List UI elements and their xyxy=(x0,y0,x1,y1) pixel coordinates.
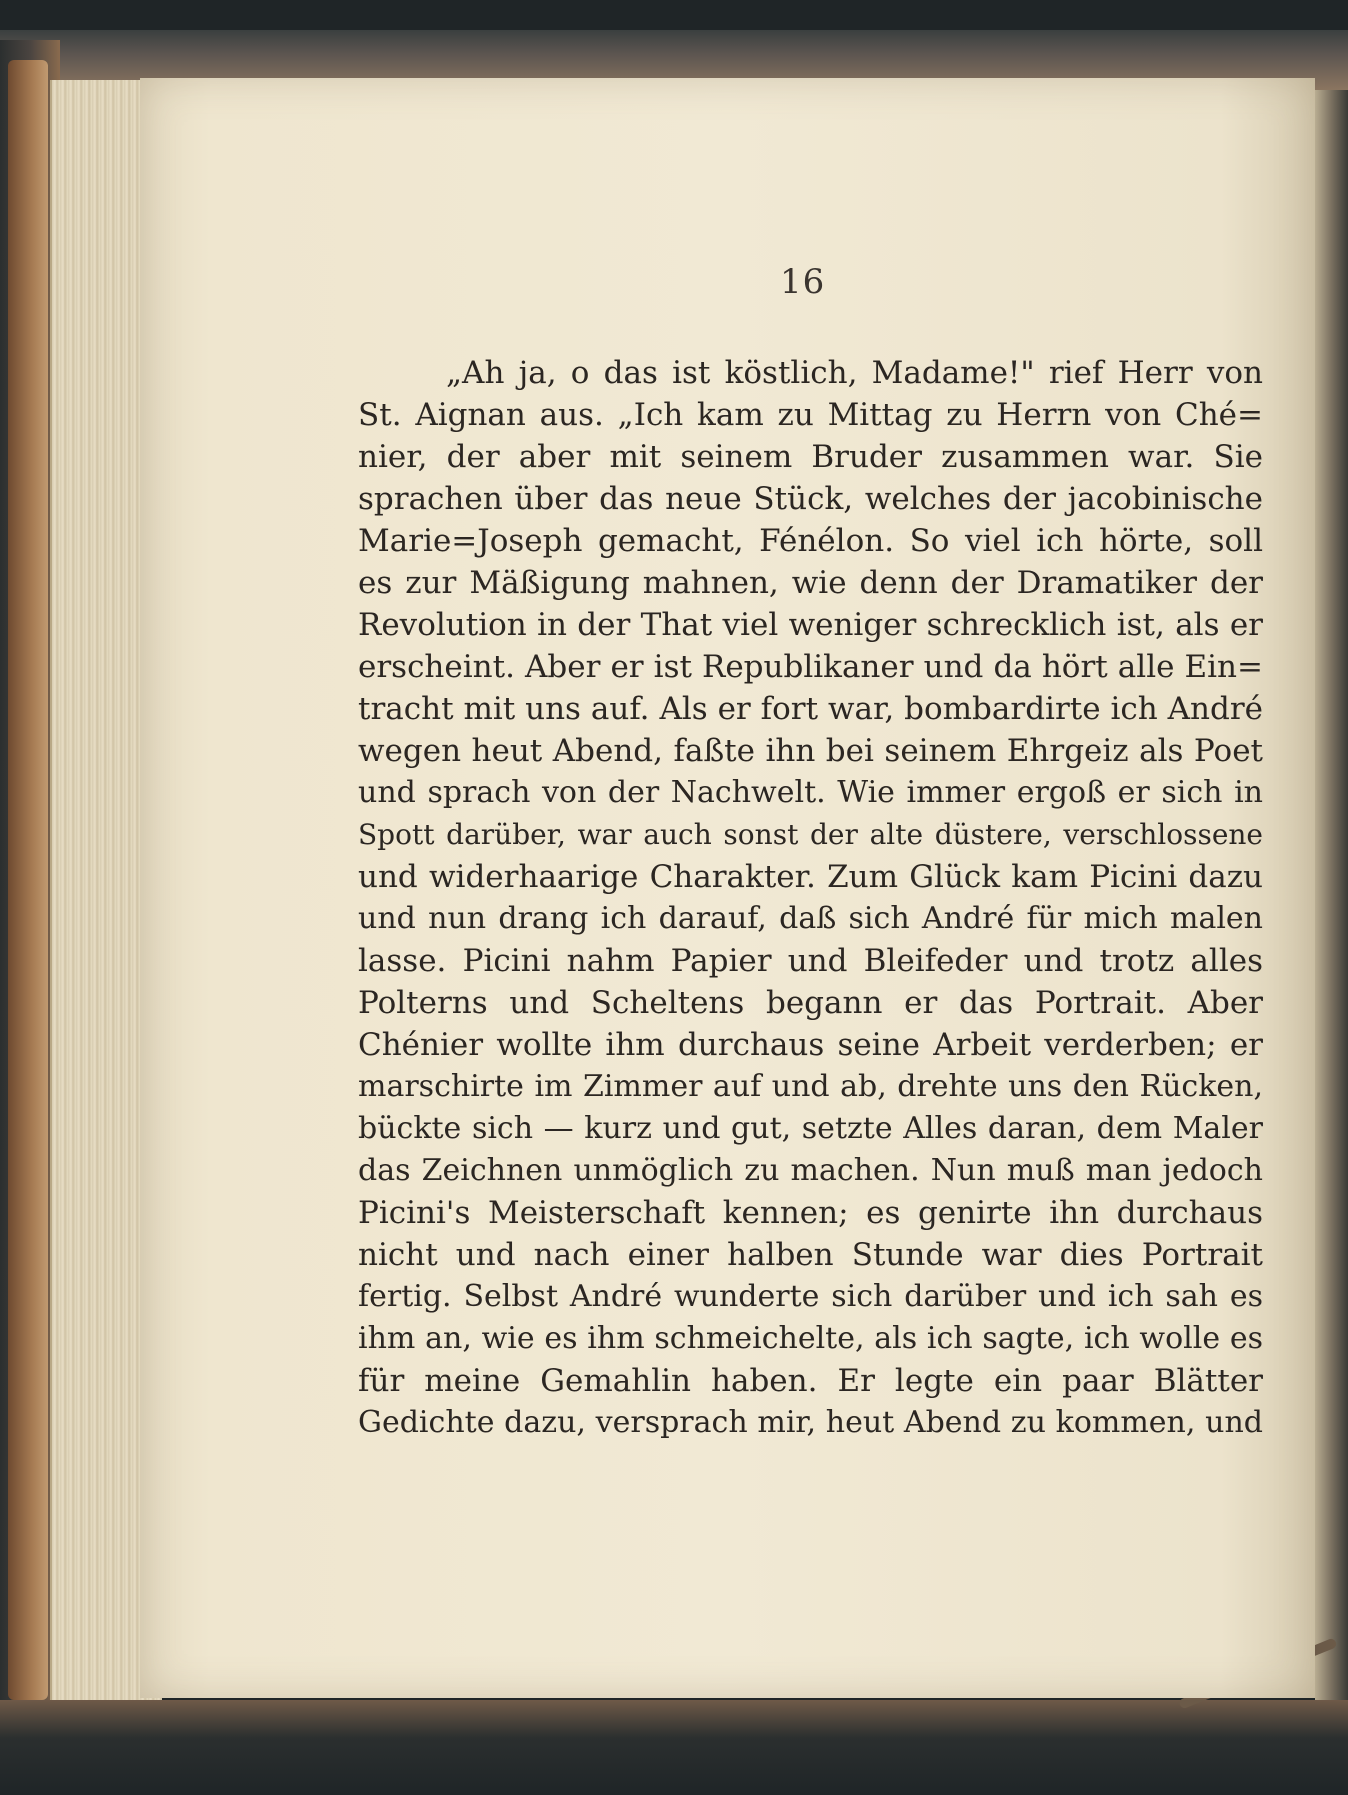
text-line: nier, der aber mit seinem Bruder zusammen war. Sie xyxy=(358,439,1263,475)
text-line: marschirte im Zimmer auf und ab, drehte uns den Rücken, xyxy=(358,1069,1263,1104)
text-line: lasse. Picini nahm Papier und Bleifeder und trotz alles xyxy=(358,943,1263,979)
body-text xyxy=(358,352,1263,1444)
book-bottom-edge xyxy=(0,1700,1348,1795)
text-line: erscheint. Aber er ist Republikaner und da hört alle Ein= xyxy=(358,649,1263,685)
text-line: Polterns und Scheltens begann er das Portrait. Aber xyxy=(358,985,1263,1021)
text-line: St. Aignan aus. „Ich kam zu Mittag zu Herrn von Ché= xyxy=(358,397,1263,433)
text-line: Gedichte dazu, versprach mir, heut Abend zu kommen, und xyxy=(358,1405,1263,1440)
page-number: 16 xyxy=(780,262,826,302)
text-line: tracht mit uns auf. Als er fort war, bombardirte ich André xyxy=(358,691,1263,727)
text-line: Marie=Joseph gemacht, Fénélon. So viel ich hörte, soll xyxy=(358,523,1263,559)
text-line: „Ah ja, o das ist köstlich, Madame!" rief Herr von xyxy=(446,355,1263,391)
text-line: das Zeichnen unmöglich zu machen. Nun muß man jedoch xyxy=(358,1153,1263,1188)
leather-spine-edge xyxy=(8,60,48,1700)
text-line: nicht und nach einer halben Stunde war dies Portrait xyxy=(358,1237,1263,1273)
text-line: Revolution in der That viel weniger schrecklich ist, als er xyxy=(358,607,1263,643)
text-line: bückte sich — kurz und gut, setzte Alles daran, dem Maler xyxy=(358,1111,1263,1146)
page-right-edge xyxy=(1315,90,1348,1710)
text-line: und widerhaarige Charakter. Zum Glück kam Picini dazu xyxy=(358,859,1263,895)
text-line: Spott darüber, war auch sonst der alte düstere, verschlossene xyxy=(358,818,1263,851)
text-line: ihm an, wie es ihm schmeichelte, als ich sagte, ich wolle es xyxy=(358,1321,1263,1356)
text-line: wegen heut Abend, faßte ihn bei seinem Ehrgeiz als Poet xyxy=(358,733,1263,769)
text-line: Chénier wollte ihm durchaus seine Arbeit verderben; er xyxy=(358,1027,1263,1063)
text-line: es zur Mäßigung mahnen, wie denn der Dramatiker der xyxy=(358,565,1263,601)
text-line: sprachen über das neue Stück, welches der jacobinische xyxy=(358,481,1263,517)
text-line: fertig. Selbst André wunderte sich darüber und ich sah es xyxy=(358,1279,1263,1314)
text-line: Picini's Meisterschaft kennen; es genirte ihn durchaus xyxy=(358,1195,1263,1231)
text-line: und nun drang ich darauf, daß sich André für mich malen xyxy=(358,901,1263,936)
text-line: für meine Gemahlin haben. Er legte ein paar Blätter xyxy=(358,1363,1263,1399)
text-line: und sprach von der Nachwelt. Wie immer ergoß er sich in xyxy=(358,775,1263,810)
